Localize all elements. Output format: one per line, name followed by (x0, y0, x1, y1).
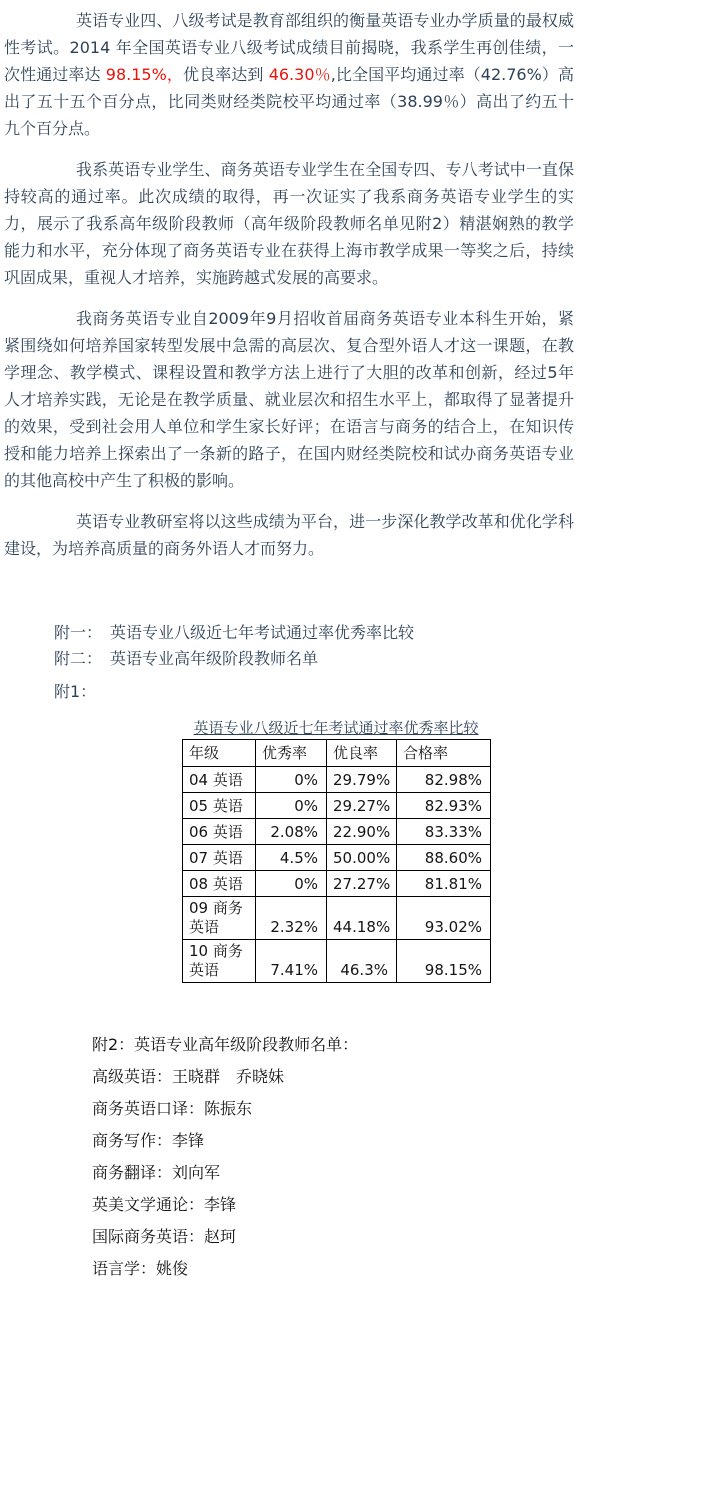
table-row (183, 767, 491, 793)
cell-pass: 93.02% (397, 897, 491, 940)
cell-good: 27.27% (327, 871, 397, 897)
teacher-list-item: 商务英语口译：陈振东 (92, 1099, 253, 1118)
cell-grade: 06 英语 (183, 819, 256, 845)
cell-excellent: 0% (256, 793, 327, 819)
attachment-reference-list (54, 620, 574, 705)
cell-pass: 82.93% (397, 793, 491, 819)
header-good-rate: 优良率 (327, 740, 397, 767)
cell-excellent: 2.32% (256, 897, 327, 940)
cell-pass: 83.33% (397, 819, 491, 845)
results-table-section (182, 717, 490, 983)
teacher-list-item: 英美文学通论：李锋 (92, 1195, 237, 1214)
cell-good: 50.00% (327, 845, 397, 871)
cell-excellent: 7.41% (256, 940, 327, 983)
header-pass-rate: 合格率 (397, 740, 491, 767)
cell-grade: 04 英语 (183, 767, 256, 793)
teacher-list-item: 国际商务英语：赵珂 (92, 1227, 237, 1246)
cell-good: 44.18% (327, 897, 397, 940)
cell-pass: 98.15% (397, 940, 491, 983)
cell-pass: 82.98% (397, 767, 491, 793)
table-header-row (183, 740, 491, 767)
cell-pass: 88.60% (397, 845, 491, 871)
pass-rate-table (182, 739, 491, 983)
table-row (183, 871, 491, 897)
cell-pass: 81.81% (397, 871, 491, 897)
teacher-list-item: 语言学：姚俊 (92, 1259, 189, 1278)
teacher-list-item: 商务写作：李锋 (92, 1131, 205, 1150)
cell-good: 29.79% (327, 767, 397, 793)
cell-excellent: 0% (256, 767, 327, 793)
cell-excellent: 2.08% (256, 819, 327, 845)
table-row (183, 940, 491, 983)
cell-grade: 07 英语 (183, 845, 256, 871)
paragraph-text: ,比全国平均通过率（42.76%）高出了五十五个百分点，比同类财经类院校平均通过率（38.99％）高出了约五十九个百分点。 (4, 65, 574, 138)
attachment-1-label: 附1： (54, 682, 97, 701)
paragraph-program-history: 我商务英语专业自2009年9月招收首届商务英语专业本科生开始，紧紧围绕如何培养国家转型发展中急需的高层次、复合型外语人才这一课题，在教学理念、教学模式、课程设置和教学方法上进行了大胆的改革和创新，经过5年人才培养实践，无论是在教学质量、就业层次和招生水平上，都取得了显著提升的效果，受到社会用人单位和学生家长好评；在语言与商务的结合上，在知识传授和能力培养上探索出了一条新的路子，在国内财经类院校和试办商务英语专业的其他高校中产生了积极的影响。 (4, 309, 574, 490)
cell-good: 22.90% (327, 819, 397, 845)
highlighted-excellence-rate: 46.30％ (268, 65, 331, 84)
cell-excellent: 4.5% (256, 845, 327, 871)
highlighted-pass-rate: 98.15%， (105, 65, 183, 84)
header-grade: 年级 (183, 740, 256, 767)
table-row (183, 845, 491, 871)
paragraph-text: 优良率达到 (183, 65, 269, 84)
teacher-list-item: 商务翻译：刘向军 (92, 1163, 221, 1182)
cell-grade: 08 英语 (183, 871, 256, 897)
table-row (183, 793, 491, 819)
paragraph-text: 英语专业四、八级考试是教育部组织的衡量英语专业办学质量的最权威性考试。2014 年全国英语专业八级考试成绩目前揭晓，我系学生再创佳绩，一次性通过率达 (4, 11, 574, 84)
cell-grade: 10 商务英语 (183, 940, 256, 983)
teacher-list-item: 高级英语：王晓群 乔晓妹 (92, 1067, 285, 1086)
header-excellent-rate: 优秀率 (256, 740, 327, 767)
attachment-item-2: 附二： 英语专业高年级阶段教师名单 (54, 649, 319, 668)
cell-good: 29.27% (327, 793, 397, 819)
table-title: 英语专业八级近七年考试通过率优秀率比较 (193, 719, 479, 737)
cell-grade: 05 英语 (183, 793, 256, 819)
paragraph-student-performance: 我系英语专业学生、商务英语专业学生在全国专四、专八考试中一直保持较高的通过率。此次成绩的取得，再一次证实了我系商务英语专业学生的实力，展示了我系高年级阶段教师（高年级阶段教师名单见附2）精湛娴熟的教学能力和水平，充分体现了商务英语专业在获得上海市教学成果一等奖之后，持续巩固成果，重视人才培养，实施跨越式发展的高要求。 (4, 160, 574, 287)
cell-excellent: 0% (256, 871, 327, 897)
paragraph-future-plans: 英语专业教研室将以这些成绩为平台，进一步深化教学改革和优化学科建设，为培养高质量的商务外语人才而努力。 (4, 512, 574, 558)
table-row (183, 897, 491, 940)
cell-good: 46.3% (327, 940, 397, 983)
paragraph-exam-results (4, 7, 574, 142)
attachment-item-1: 附一： 英语专业八级近七年考试通过率优秀率比较 (54, 623, 415, 642)
teacher-list-heading: 附2：英语专业高年级阶段教师名单： (92, 1035, 359, 1054)
cell-grade: 09 商务英语 (183, 897, 256, 940)
teacher-list-section (92, 1029, 574, 1285)
table-row (183, 819, 491, 845)
